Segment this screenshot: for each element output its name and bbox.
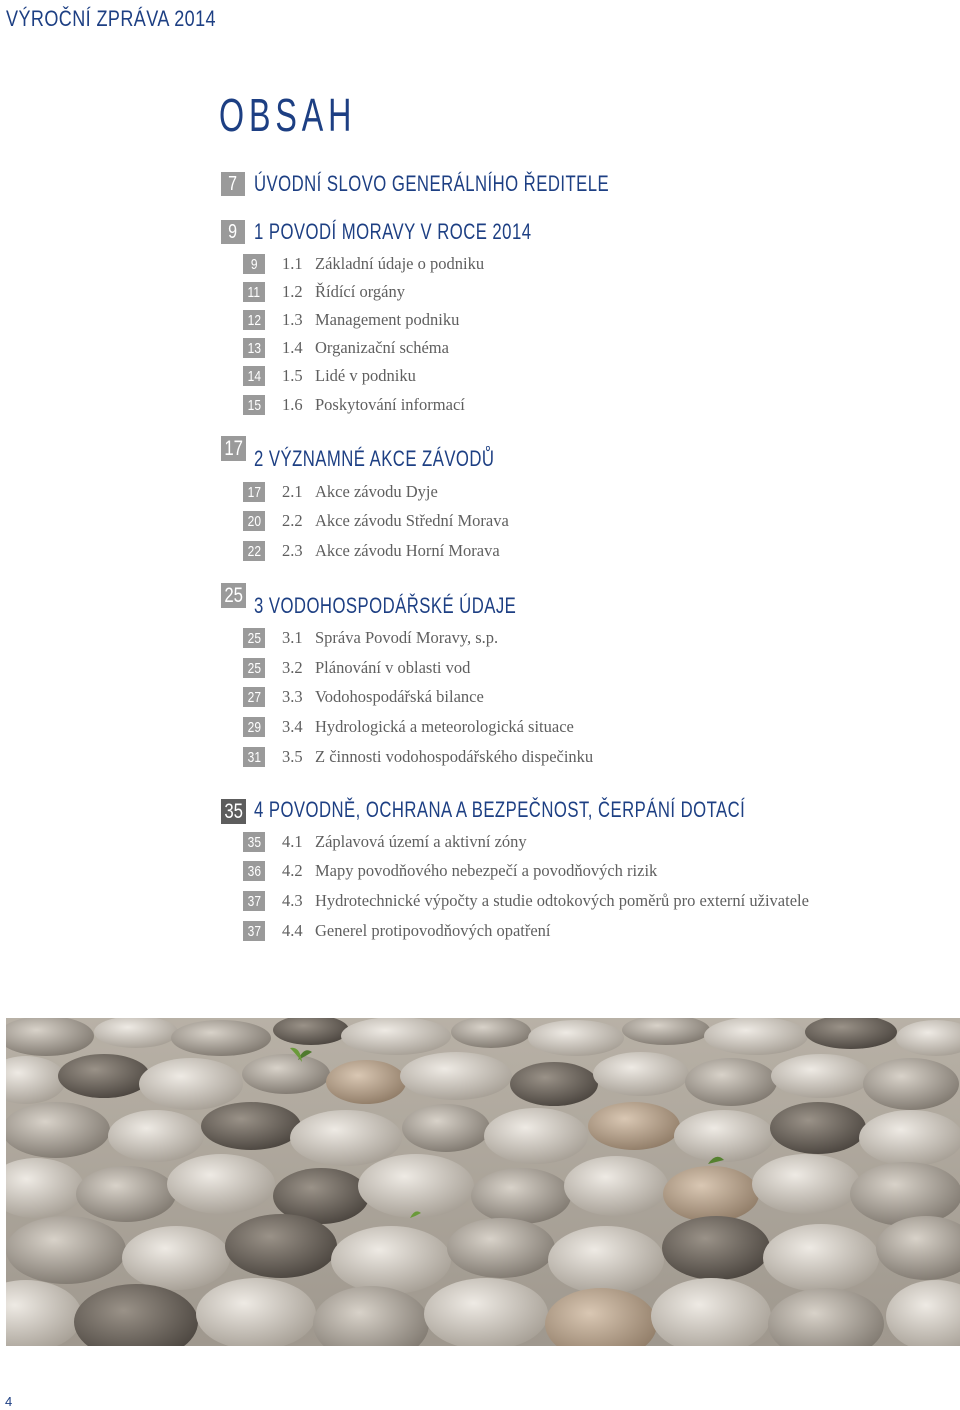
item-page-badge: 15 [243, 395, 265, 415]
item-title: Řídící orgány [315, 282, 405, 301]
item-page-badge: 12 [243, 310, 265, 330]
item-page-badge: 37 [243, 921, 265, 941]
item-page-badge: 29 [243, 717, 265, 737]
item-page-badge: 36 [243, 861, 265, 881]
report-title: VÝROČNÍ ZPRÁVA 2014 [6, 6, 216, 31]
item-title: Plánování v oblasti vod [315, 658, 471, 677]
item-title: Lidé v podniku [315, 366, 416, 385]
item-number: 1.6 [282, 395, 303, 414]
item-title: Organizační schéma [315, 338, 449, 357]
item-number: 2.2 [282, 511, 303, 530]
item-page-badge: 37 [243, 891, 265, 911]
item-page-badge: 25 [243, 628, 265, 648]
item-title: Management podniku [315, 310, 460, 329]
item-page-badge: 27 [243, 687, 265, 707]
item-number: 3.3 [282, 687, 303, 706]
chapter-title: 1 POVODÍ MORAVY V ROCE 2014 [254, 219, 532, 244]
item-number: 2.3 [282, 541, 303, 560]
riverbed-stones-photo [6, 1018, 960, 1346]
item-page-badge: 25 [243, 658, 265, 678]
chapter-page-badge: 9 [221, 220, 245, 244]
intro-title: ÚVODNÍ SLOVO GENERÁLNÍHO ŘEDITELE [254, 171, 610, 196]
item-number: 3.5 [282, 747, 303, 766]
chapter-title: 4 POVODNĚ, OCHRANA A BEZPEČNOST, ČERPÁNÍ DOTACÍ [254, 797, 746, 822]
item-number: 1.5 [282, 366, 303, 385]
item-title: Akce závodu Střední Morava [315, 511, 509, 530]
item-number: 3.4 [282, 717, 303, 736]
item-title: Mapy povodňového nebezpečí a povodňových rizik [315, 861, 658, 880]
item-number: 1.1 [282, 254, 303, 273]
item-title: Generel protipovodňových opatření [315, 921, 551, 940]
item-title: Hydrologická a meteorologická situace [315, 717, 574, 736]
item-title: Základní údaje o podniku [315, 254, 485, 273]
item-page-badge: 13 [243, 338, 265, 358]
item-page-badge: 31 [243, 747, 265, 767]
intro-page-badge: 7 [221, 172, 245, 196]
item-number: 4.2 [282, 861, 303, 880]
item-number: 3.2 [282, 658, 303, 677]
chapter-page-badge: 25 [221, 583, 246, 608]
item-title: Akce závodu Horní Morava [315, 541, 500, 560]
item-page-badge: 14 [243, 366, 265, 386]
chapter-title: 3 VODOHOSPODÁŘSKÉ ÚDAJE [254, 593, 517, 618]
item-title: Správa Povodí Moravy, s.p. [315, 628, 499, 647]
item-title: Záplavová území a aktivní zóny [315, 832, 527, 851]
chapter-title: 2 VÝZNAMNÉ AKCE ZÁVODŮ [254, 446, 495, 471]
item-page-badge: 17 [243, 482, 265, 502]
item-page-badge: 20 [243, 511, 265, 531]
item-number: 4.4 [282, 921, 303, 940]
item-number: 3.1 [282, 628, 303, 647]
item-number: 4.1 [282, 832, 303, 851]
chapter-page-badge: 35 [221, 799, 246, 824]
item-title: Hydrotechnické výpočty a studie odtokových poměrů pro externí uživatele [315, 891, 809, 910]
item-number: 1.3 [282, 310, 303, 329]
toc-heading: OBSAH [219, 89, 357, 141]
item-page-badge: 11 [243, 282, 265, 302]
item-page-badge: 35 [243, 832, 265, 852]
item-title: Vodohospodářská bilance [315, 687, 484, 706]
item-number: 1.4 [282, 338, 303, 357]
chapter-page-badge: 17 [221, 436, 246, 461]
item-number: 1.2 [282, 282, 303, 301]
item-title: Poskytování informací [315, 395, 465, 414]
item-number: 2.1 [282, 482, 303, 501]
item-title: Z činnosti vodohospodářského dispečinku [315, 747, 594, 766]
page-number: 4 [5, 1394, 13, 1409]
item-title: Akce závodu Dyje [315, 482, 438, 501]
item-page-badge: 9 [243, 254, 265, 274]
item-number: 4.3 [282, 891, 303, 910]
item-page-badge: 22 [243, 541, 265, 561]
